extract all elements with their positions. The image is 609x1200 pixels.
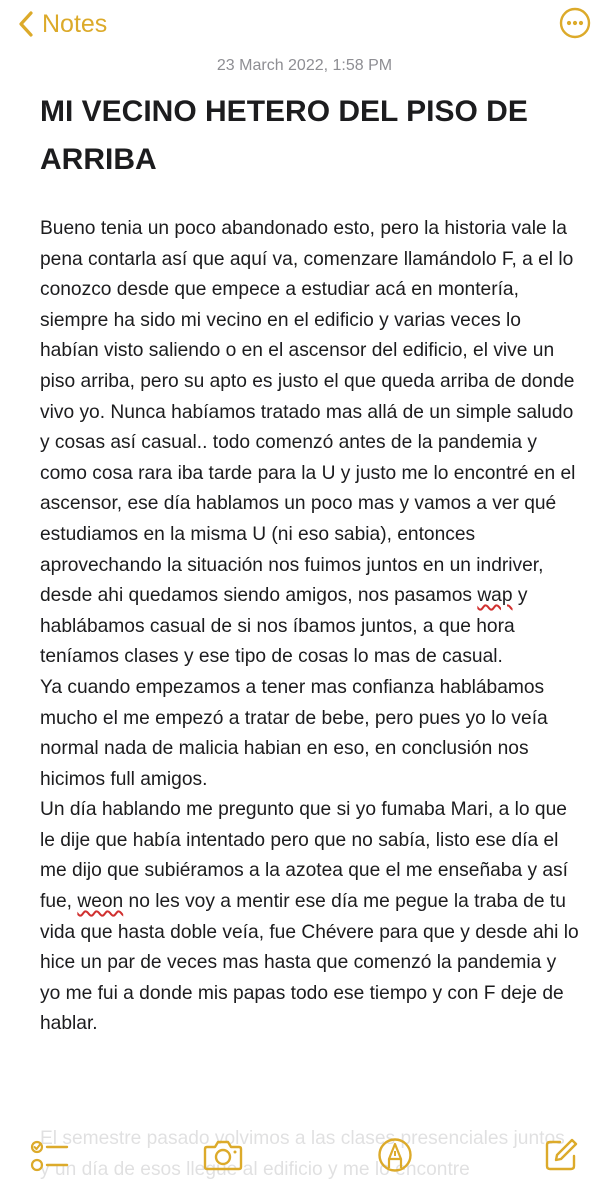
paragraph-text: y hablábamos casual de si nos íbamos juntos, a que hora teníamos clases y ese tipo de cosas lo mas de casual. <box>40 585 528 668</box>
obscured-line: y un día de esos llegue al edificio y me lo encontre <box>40 1158 470 1180</box>
note-body[interactable] <box>40 214 580 1114</box>
obscured-text <box>40 1124 580 1185</box>
bottom-toolbar <box>0 1112 609 1200</box>
paragraph-text: Bueno tenia un poco abandonado esto, pero la historia vale la pena contarla así que aquí va, comenzare llamándolo F, a el lo conozco desde que empece a estudiar acá en montería, siempre ha sido mi vecino en el edificio y varias veces lo habían visto saliendo o en el ascensor del edificio, el vive un piso arriba, pero su apto es justo el que queda arriba de donde vivo yo. Nunca habíamos tratado mas allá de un simple saludo y cosas así casual.. todo comenzó antes de la pandemia y como cosa rara iba tarde para la U y justo me lo encontré en el ascensor, ese día hablamos un poco mas y vamos a ver qué estudiamos en la misma U (ni eso sabia), entonces aprovechando la situación nos fuimos juntos en un indriver, desde ahi quedamos siendo amigos, nos pasamos <box>40 218 576 607</box>
markup-button[interactable] <box>377 1137 413 1178</box>
note-paragraph <box>40 795 580 1040</box>
paragraph-text: no les voy a mentir ese día me pegue la traba de tu vida que hasta doble veía, fue Chévere para que y desde ahi lo hice un par de veces mas hasta que comenzó la pandemia y yo me fui a donde mis papas todo ese tiempo y con F deje de hablar. <box>40 891 579 1035</box>
ellipsis-circle-icon <box>559 26 591 43</box>
more-options-button[interactable] <box>559 7 591 39</box>
camera-icon <box>203 1159 243 1176</box>
camera-button[interactable] <box>203 1138 243 1177</box>
obscured-line: El semestre pasado volvimos a las clases presenciales juntos <box>40 1128 565 1149</box>
misspelled-word[interactable]: weon <box>77 891 124 913</box>
note-title[interactable]: MI VECINO HETERO DEL PISO DE ARRIBA <box>40 95 528 176</box>
note-paragraph <box>40 214 580 673</box>
misspelled-word[interactable]: wap <box>477 585 513 607</box>
note-paragraph: Ya cuando empezamos a tener mas confianza hablábamos mucho el me empezó a tratar de bebe, pero pues yo lo veía normal nada de malicia habian en eso, en conclusión nos hicimos full amigos. <box>40 676 548 790</box>
compose-icon <box>543 1160 579 1177</box>
paragraph-text: Un día hablando me pregunto que si yo fumaba Mari, a lo que le dije que había intentado pero que no sabía, listo ese día el me dijo que subiéramos a la azotea que el me enseñaba y así fue, <box>40 799 568 913</box>
back-button[interactable] <box>18 6 107 42</box>
markup-pen-icon <box>377 1160 413 1177</box>
note-date: 23 March 2022, 1:58 PM <box>216 57 393 74</box>
checklist-button[interactable] <box>30 1138 70 1179</box>
chevron-left-icon <box>18 10 34 38</box>
navigation-bar <box>0 0 609 48</box>
compose-button[interactable] <box>543 1137 579 1178</box>
back-label: Notes <box>42 9 108 38</box>
checklist-icon <box>30 1161 70 1178</box>
